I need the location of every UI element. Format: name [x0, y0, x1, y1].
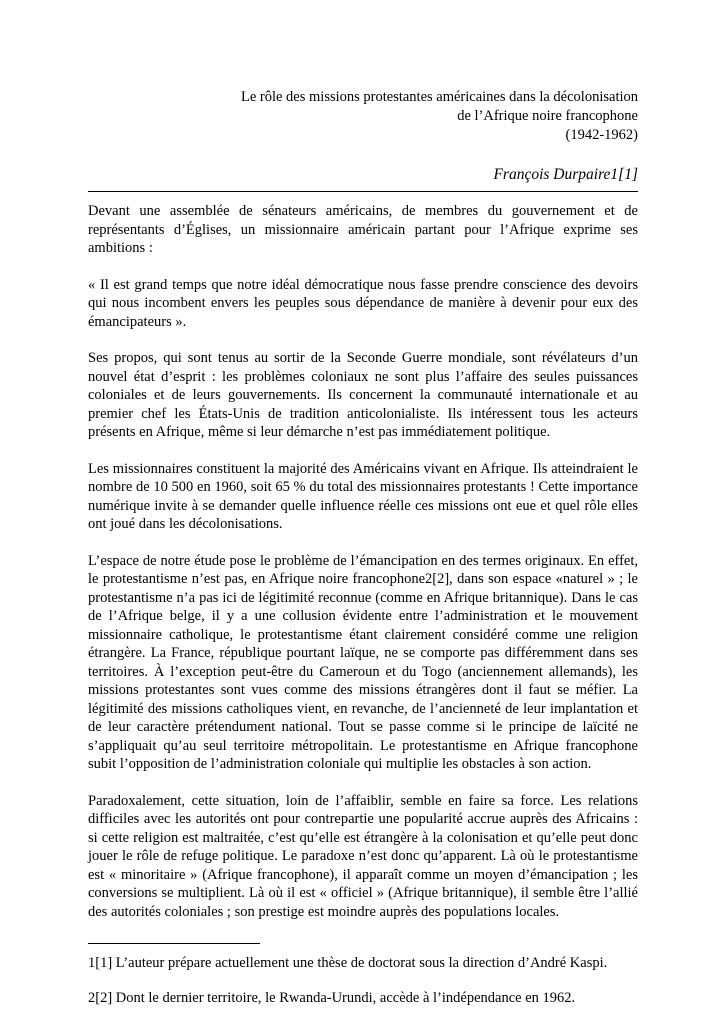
paragraph-5: L’espace de notre étude pose le problème de l’émancipation en des termes originaux. En effet, le protestantisme n’est pas, en Afrique noire francophone2[2], dans son espace «naturel » ; le protestantisme n’a pas ici de légitimité reconnue (comme en Afrique britannique). Dans le cas de l’Afrique belge, il y a une collusion évidente entre l’administration et le mouvement missionnaire catholique, le protestantisme étant clairement considéré comme une religion étrangère. La France, république pourtant laïque, ne se comporte pas différemment dans ses territoires. À l’exception peut-être du Cameroun et du Togo (anciennement allemands), les missions protestantes sont vues comme des missions étrangères dont il faut se méfier. La légitimité des missions catholiques vient, en revanche, de l’ancienneté de leur implantation et de leur caractère prétendument national. Tout se passe comme si le principe de laïcité ne s’appliquait qu’au seul territoire métropolitain. Le protestantisme en Afrique francophone subit l’opposition de l’administration coloniale qui multiplie les obstacles à son action. — [88, 552, 638, 772]
title-line-3: (1942-1962) — [565, 127, 638, 143]
document-page — [88, 88, 638, 1007]
footnote-divider — [88, 943, 260, 944]
paragraph-3: Ses propos, qui sont tenus au sortir de la Seconde Guerre mondiale, sont révélateurs d’un nouvel état d’esprit : les problèmes coloniaux ne sont plus l’affaire des seules puissances coloniales et de leurs gouvernements. Ils concernent la communauté internationale et au premier chef les États-Unis de tradition anticolonialiste. Ils intéressent tous les acteurs présents en Afrique, même si leur démarche n’est pas immédiatement politique. — [88, 350, 638, 440]
paragraph-1: Devant une assemblée de sénateurs américains, de membres du gouvernement et de représentants d’Églises, un missionnaire américain partant pour l’Afrique exprime ses ambitions : — [88, 203, 638, 256]
author-divider — [88, 191, 638, 192]
paragraph-6: Paradoxalement, cette situation, loin de l’affaiblir, semble en faire sa force. Les relations difficiles avec les autorités ont pour contrepartie une popularité accrue auprès des Africains : si cette religion est maltraitée, c’est qu’elle est étrangère à la colonisation et qu’elle peut donc jouer le rôle de refuge politique. Le paradoxe n’est donc qu’apparent. Là où le protestantisme est « minoritaire » (Afrique francophone), il apparaît comme un moyen d’émancipation ; les conversions se multiplient. Là où il est « officiel » (Afrique britannique), il semble être l’allié des autorités coloniales ; son prestige est moindre auprès des populations locales. — [88, 792, 638, 920]
author-name: François Durpaire1[1] — [493, 166, 638, 183]
title-line-2: de l’Afrique noire francophone — [457, 108, 638, 124]
footnote-2: 2[2] Dont le dernier territoire, le Rwanda-Urundi, accède à l’indépendance en 1962. — [88, 989, 576, 1006]
paragraph-4: Les missionnaires constituent la majorité des Américains vivant en Afrique. Ils atteindraient le nombre de 10 500 en 1960, soit 65 % du total des missionnaires protestants ! Cette importance numérique invite à se demander quelle influence réelle ces missions ont eue et quel rôle elles ont joué dans les décolonisations. — [88, 460, 638, 532]
title-line-1: Le rôle des missions protestantes américaines dans la décolonisation — [240, 89, 638, 105]
article-title — [88, 88, 638, 145]
paragraph-2: « Il est grand temps que notre idéal démocratique nous fasse prendre conscience des devoirs qui nous incombent envers les peuples sous dépendance de manière à devenir pour eux des émancipateurs ». — [88, 276, 638, 330]
footnote-1: 1[1] L’auteur prépare actuellement une thèse de doctorat sous la direction d’André Kaspi. — [88, 955, 608, 971]
